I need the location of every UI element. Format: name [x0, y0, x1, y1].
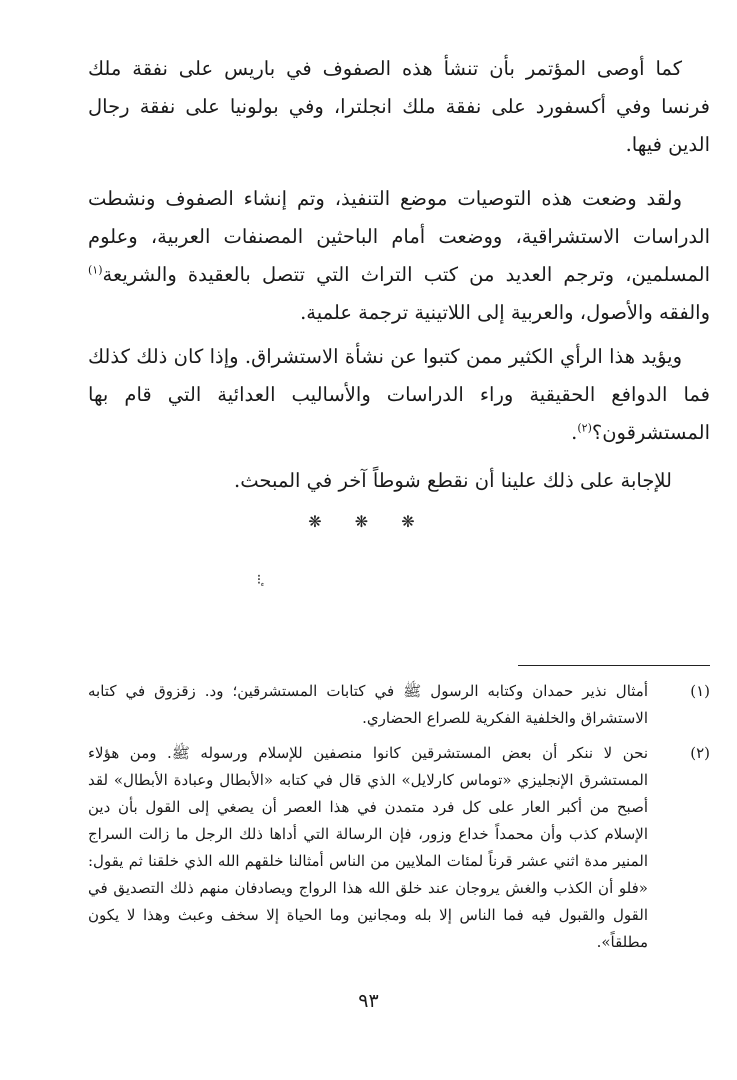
paragraph-3: [88, 338, 710, 452]
paragraph-3-text: ويؤيد هذا الرأي الكثير ممن كتبوا عن نشأة الاستشراق. وإذا كان ذلك كذلك فما الدوافع الحقيقية وراء الدراسات والأساليب العدائية التي قام بها المستشرقون؟: [88, 345, 710, 444]
footnote-1-text: أمثال نذير حمدان وكتابه الرسول ﷺ في كتابات المستشرقين؛ ود. زقزوق في كتابه الاستشراق والخلفية الفكرية للصراع الحضاري.: [88, 682, 648, 727]
footnote-ref-2[interactable]: (٢): [577, 421, 592, 435]
footnote-2: [88, 740, 710, 956]
section-separator: ❋ ❋ ❋: [308, 512, 429, 531]
paragraph-2-tail: والفقه والأصول، والعربية إلى اللاتينية ترجمة علمية.: [300, 301, 710, 324]
footnote-2-number: (٢): [690, 744, 710, 762]
closing-sentence: للإجابة على ذلك علينا أن نقطع شوطاً آخر في المبحث.: [234, 469, 672, 492]
footnote-divider: [518, 665, 710, 666]
footnote-ref-1[interactable]: (١): [88, 263, 103, 277]
footnotes: [88, 678, 710, 956]
footnote-1: [88, 678, 710, 732]
paragraph-2: [88, 180, 710, 332]
paragraph-2-text: ولقد وضعت هذه التوصيات موضع التنفيذ، وتم إنشاء الصفوف ونشطت الدراسات الاستشراقية، ووضعت أمام الباحثين المصنفات العربية، وعلوم المسلمين، وترجم العديد من كتب التراث التي تتصل بالعقيدة والشريعة: [88, 187, 710, 286]
footnote-1-number: (١): [690, 682, 710, 700]
page-number: ٩٣: [358, 990, 379, 1012]
ornament-mark: ⁝: [256, 572, 262, 588]
paragraph-1: [88, 50, 710, 164]
paragraph-1-text: كما أوصى المؤتمر بأن تنشأ هذه الصفوف في باريس على نفقة ملك فرنسا وفي أكسفورد على نفقة ملك انجلترا، وفي بولونيا على نفقة رجال الدين فيها.: [88, 57, 710, 156]
footnote-2-text: نحن لا ننكر أن بعض المستشرقين كانوا منصفين للإسلام ورسوله ﷺ. ومن هؤلاء المستشرق الإنجليزي «توماس كارلايل» الذي قال في كتابه «الأبطال وعبادة الأبطال» لقد أصبح من أكبر العار على كل فرد متمدن في هذا العصر أن يصغي إلى القول بأن دين الإسلام كذب وأن محمداً خداع وزور، فإن الرسالة التي أداها ذلك الرجل ما زالت السراج المنير مدة اثني عشر قرناً لمئات الملايين من الناس أمثالنا خلقهم الله الذي خلقنا ثم يقول: «فلو أن الكذب والغش يروجان عند خلق الله هذا الرواج ويصادفان منهم ذلك التصديق في القول والقبول فيه فما الناس إلا بله ومجانين وما الحياة إلا سخف وعبث وهذا لا يكون مطلقاً».: [88, 744, 648, 951]
paragraph-3-tail: .: [571, 421, 578, 444]
